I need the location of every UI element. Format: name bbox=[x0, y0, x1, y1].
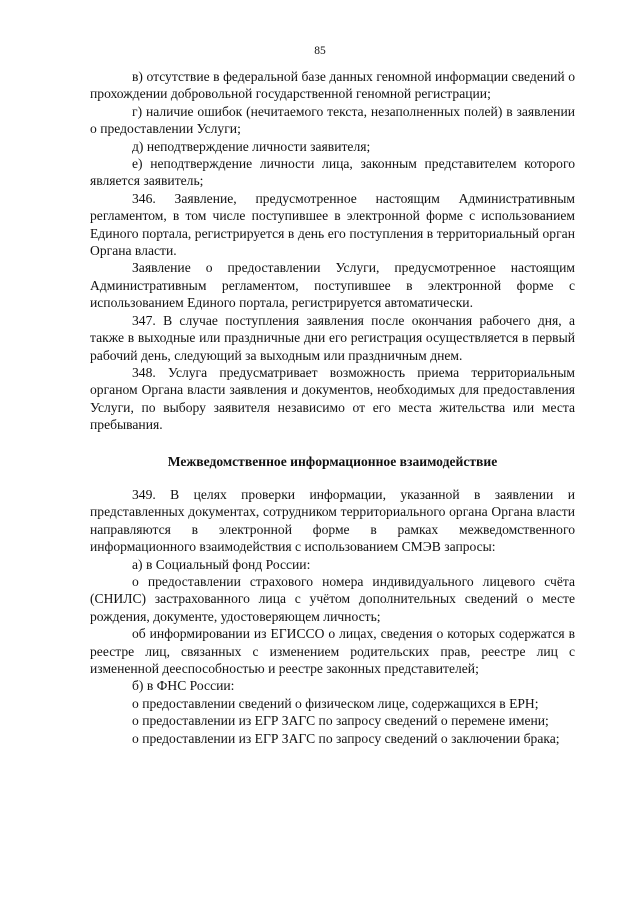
paragraph-fns-marriage: о предоставлении из ЕГР ЗАГС по запросу сведений о заключении брака; bbox=[132, 730, 560, 746]
page-body bbox=[90, 68, 575, 747]
paragraph-fns-ern: о предоставлении сведений о физическом лице, содержащихся в ЕРН; bbox=[132, 695, 539, 711]
paragraph-fns-header: б) в ФНС России: bbox=[132, 678, 235, 694]
paragraph-sfr-snils: о предоставлении страхового номера индивидуального лицевого счёта (СНИЛС) застрахованного лица с учётом дополнительных сведений о месте рождения, документе, удостоверяющем личность; bbox=[90, 573, 575, 624]
paragraph-346-continued: Заявление о предоставлении Услуги, предусмотренное настоящим Административным регламентом, поступившее в электронной форме с использованием Единого портала, регистрируется автоматически. bbox=[90, 260, 575, 311]
paragraph-fns-name-change: о предоставлении из ЕГР ЗАГС по запросу сведений о перемене имени; bbox=[132, 713, 549, 729]
section-heading: Межведомственное информационное взаимодействие bbox=[167, 453, 498, 469]
paragraph-item-e: е) неподтверждение личности лица, законным представителем которого является заявитель; bbox=[90, 156, 575, 189]
paragraph-item-g: г) наличие ошибок (нечитаемого текста, незаполненных полей) в заявлении о предоставлении Услуги; bbox=[90, 103, 575, 137]
paragraph-sfr-egisso: об информировании из ЕГИССО о лицах, сведения о которых содержатся в реестре лиц, связанных с изменением родительских прав, реестре лиц с измененной дееспособностью и реестре законных представителей; bbox=[90, 626, 575, 676]
paragraph-347: 347. В случае поступления заявления после окончания рабочего дня, а также в выходные или праздничные дни его регистрация осуществляется в первый рабочий день, следующий за выходным или праздничным днем. bbox=[90, 312, 575, 363]
paragraph-346: 346. Заявление, предусмотренное настоящим Административным регламентом, в том числе поступившее в электронной форме с использованием Единого портала, регистрируется в день его поступления в территориальный орган Органа власти. bbox=[90, 190, 575, 259]
paragraph-349: 349. В целях проверки информации, указанной в заявлении и представленных документах, сотрудником территориального органа Органа власти направляются в электронной форме в рамках межведомственного информационного взаимодействия с использованием СМЭВ запросы: bbox=[90, 486, 575, 555]
page-number: 85 bbox=[314, 45, 326, 57]
paragraph-sfr-header: а) в Социальный фонд России: bbox=[132, 556, 311, 572]
paragraph-item-v: в) отсутствие в федеральной базе данных геномной информации сведений о прохождении добровольной государственной геномной регистрации; bbox=[90, 69, 575, 102]
paragraph-348: 348. Услуга предусматривает возможность приема территориальным органом Органа власти заявления и документов, необходимых для предоставления Услуги, по выбору заявителя независимо от его места жительства или места пребывания. bbox=[90, 364, 575, 433]
paragraph-item-d: д) неподтверждение личности заявителя; bbox=[132, 138, 371, 154]
